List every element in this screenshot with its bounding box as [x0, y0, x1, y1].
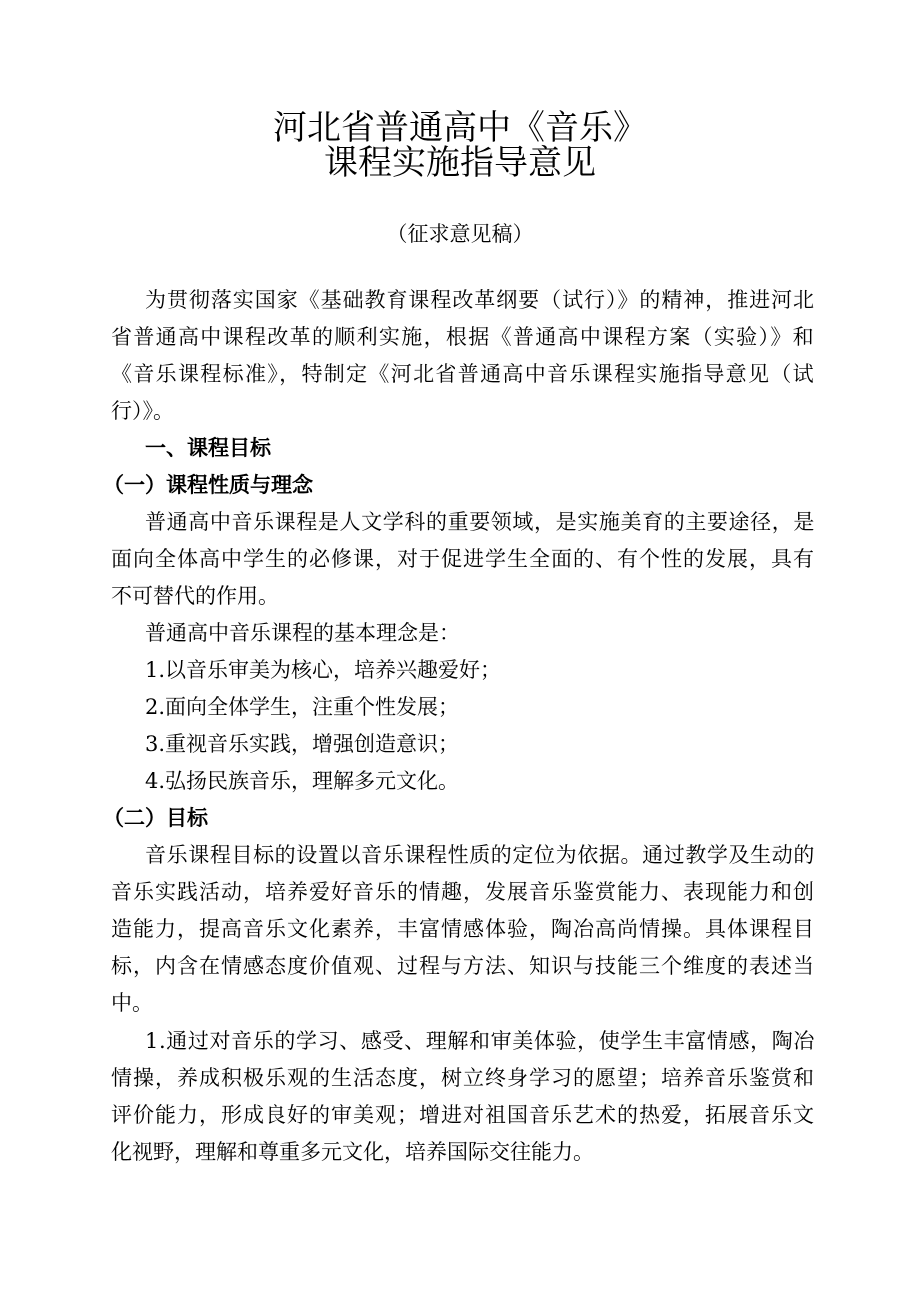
list-item: 3.重视音乐实践，增强创造意识； — [145, 732, 460, 756]
paragraph-line: 行）》。 — [111, 399, 174, 423]
subsection-heading: （一）课程性质与理念 — [103, 473, 313, 497]
paragraph-line: 标，内含在情感态度价值观、过程与方法、知识与技能三个维度的表述当 — [111, 954, 815, 978]
paragraph-line: 中。 — [111, 991, 153, 1015]
paragraph-line: 普通高中音乐课程的基本理念是： — [145, 621, 460, 645]
paragraph-line: 评价能力，形成良好的审美观；增进对祖国音乐艺术的热爱，拓展音乐文 — [111, 1103, 815, 1127]
paragraph-line: 情操，养成积极乐观的生活态度，树立终身学习的愿望；培养音乐鉴赏和 — [111, 1066, 815, 1090]
paragraph-line: 造能力，提高音乐文化素养，丰富情感体验，陶冶高尚情操。具体课程目 — [111, 917, 815, 941]
paragraph-line: 音乐实践活动，培养爱好音乐的情趣，发展音乐鉴赏能力、表现能力和创 — [111, 880, 815, 904]
list-item: 2.面向全体学生，注重个性发展； — [145, 695, 460, 719]
doc-title-line-2: 课程实施指导意见 — [324, 143, 596, 183]
doc-title-line-1: 河北省普通高中《音乐》 — [273, 108, 647, 148]
paragraph-line: 为贯彻落实国家《基础教育课程改革纲要（试行）》的精神，推进河北 — [145, 288, 815, 312]
list-item: 1.以音乐审美为核心，培养兴趣爱好； — [145, 658, 502, 682]
paragraph-line: 不可替代的作用。 — [111, 584, 279, 608]
paragraph-line: 音乐课程目标的设置以音乐课程性质的定位为依据。通过教学及生动的 — [145, 843, 815, 867]
list-item: 4.弘扬民族音乐，理解多元文化。 — [145, 769, 460, 793]
paragraph-line: 普通高中音乐课程是人文学科的重要领域，是实施美育的主要途径，是 — [145, 510, 815, 534]
paragraph-line: 《音乐课程标准》，特制定《河北省普通高中音乐课程实施指导意见（试 — [111, 362, 815, 386]
paragraph-line: 面向全体高中学生的必修课，对于促进学生全面的、有个性的发展，具有 — [111, 547, 815, 571]
section-heading: 一、课程目标 — [145, 436, 271, 460]
paragraph-line: 化视野，理解和尊重多元文化，培养国际交往能力。 — [111, 1140, 594, 1164]
paragraph-line: 省普通高中课程改革的顺利实施，根据《普通高中课程方案（实验）》和 — [111, 325, 815, 349]
doc-subtitle: （征求意见稿） — [386, 222, 534, 246]
paragraph-line: 1.通过对音乐的学习、感受、理解和审美体验，使学生丰富情感，陶冶 — [145, 1029, 815, 1053]
subsection-heading: （二）目标 — [103, 806, 208, 830]
